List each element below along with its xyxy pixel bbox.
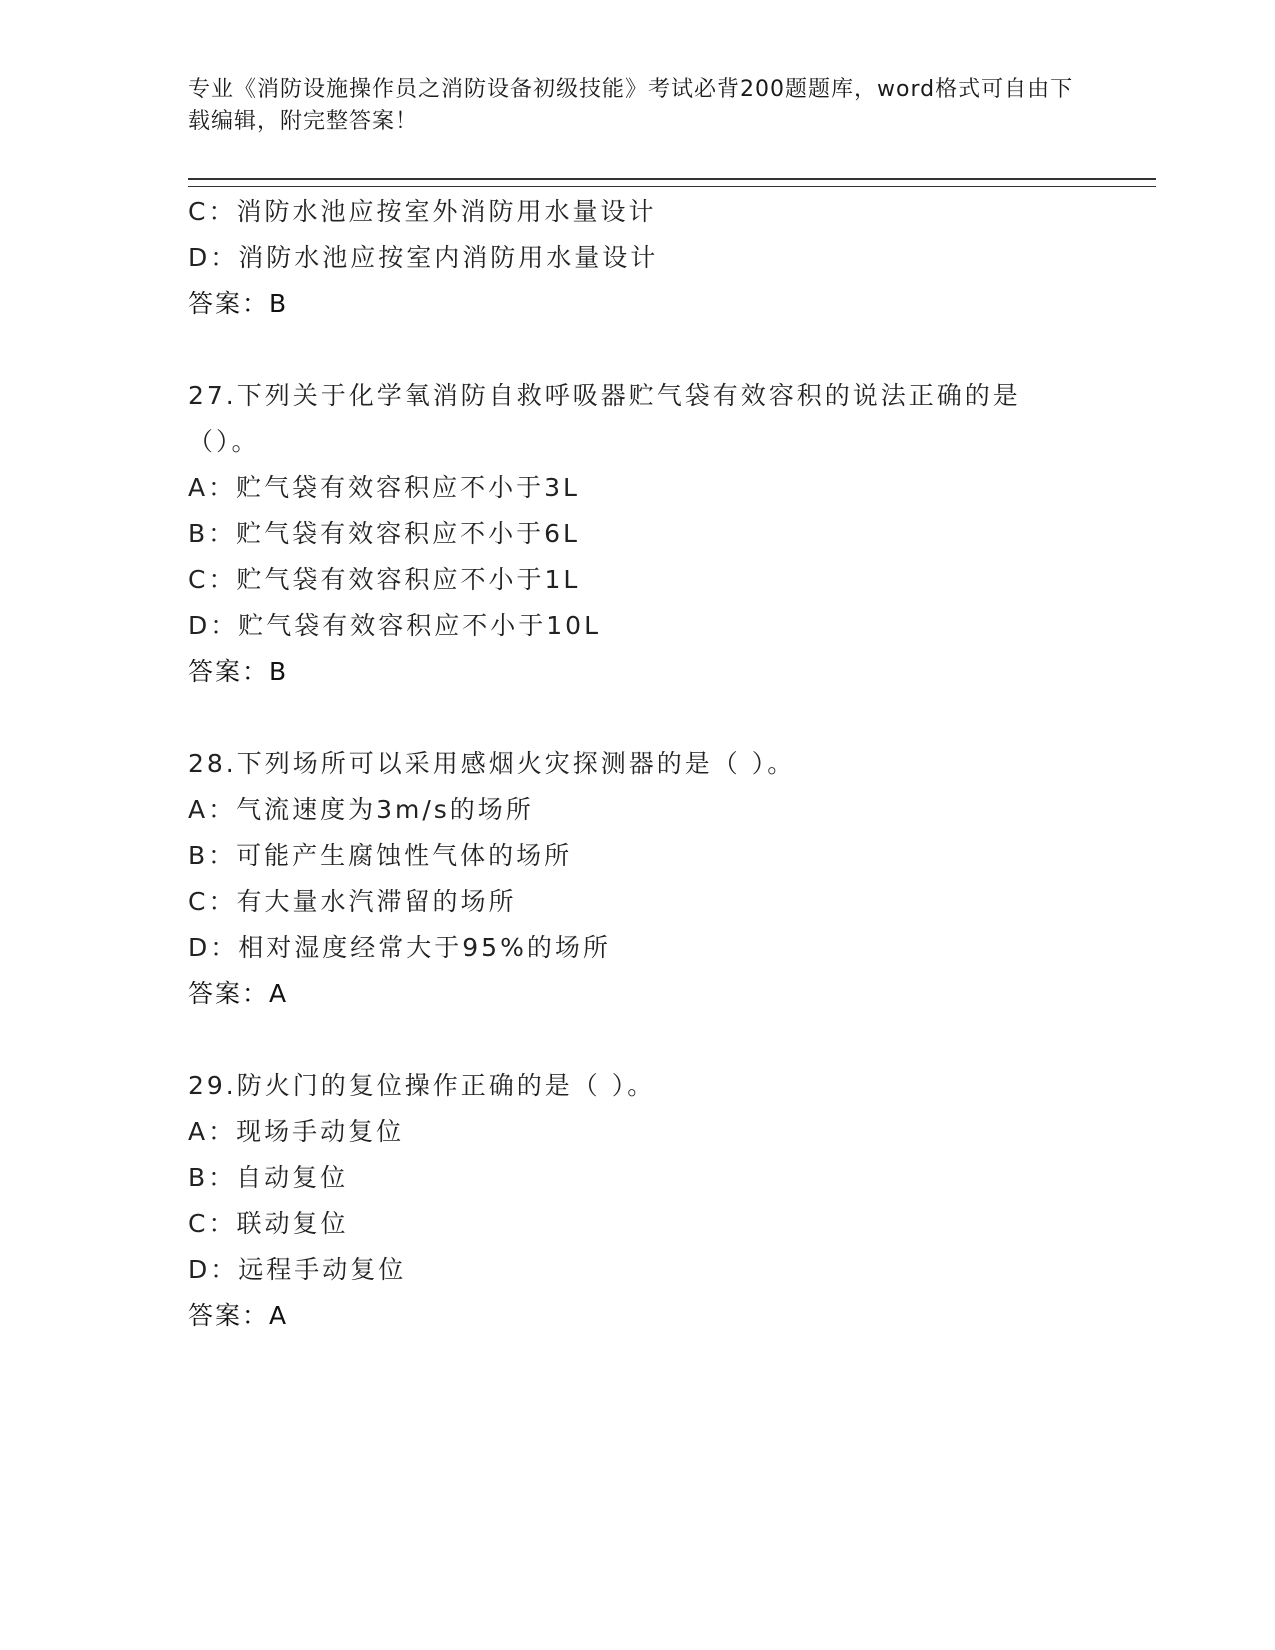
question-block-29: [188, 1063, 1088, 1339]
answer-line: 答案：B: [188, 657, 289, 686]
option-a: A：贮气袋有效容积应不小于3L: [188, 473, 580, 502]
answer-line: 答案：A: [188, 979, 289, 1008]
option-c: C：消防水池应按室外消防用水量设计: [188, 197, 657, 226]
question-block-27: [188, 373, 1088, 695]
option-c: C：联动复位: [188, 1209, 349, 1238]
option-c: C：贮气袋有效容积应不小于1L: [188, 565, 581, 594]
answer-line: 答案：B: [188, 289, 289, 318]
question-stem: 29.防火门的复位操作正确的是（ ）。: [188, 1071, 656, 1100]
option-b: B：贮气袋有效容积应不小于6L: [188, 519, 580, 548]
header-divider: [188, 178, 1156, 187]
option-d: D：相对湿度经常大于95%的场所: [188, 933, 611, 962]
question-stem: 28.下列场所可以采用感烟火灾探测器的是（ ）。: [188, 749, 796, 778]
option-b: B：可能产生腐蚀性气体的场所: [188, 841, 573, 870]
question-spacer: [188, 327, 1088, 373]
option-b: B：自动复位: [188, 1163, 349, 1192]
answer-line: 答案：A: [188, 1301, 289, 1330]
option-d: D：消防水池应按室内消防用水量设计: [188, 243, 659, 272]
option-d: D：远程手动复位: [188, 1255, 407, 1284]
question-stem: 27.下列关于化学氧消防自救呼吸器贮气袋有效容积的说法正确的是（）。: [188, 381, 1021, 456]
question-block-28: [188, 741, 1088, 1017]
option-c: C：有大量水汽滞留的场所: [188, 887, 517, 916]
option-d: D：贮气袋有效容积应不小于10L: [188, 611, 601, 640]
question-spacer: [188, 695, 1088, 741]
question-spacer: [188, 1017, 1088, 1063]
option-a: A：现场手动复位: [188, 1117, 405, 1146]
document-header: 专业《消防设施操作员之消防设备初级技能》考试必背200题题库，word格式可自由下载编辑，附完整答案！: [188, 77, 1074, 134]
option-a: A：气流速度为3m/s的场所: [188, 795, 534, 824]
question-content: [188, 189, 1088, 1339]
